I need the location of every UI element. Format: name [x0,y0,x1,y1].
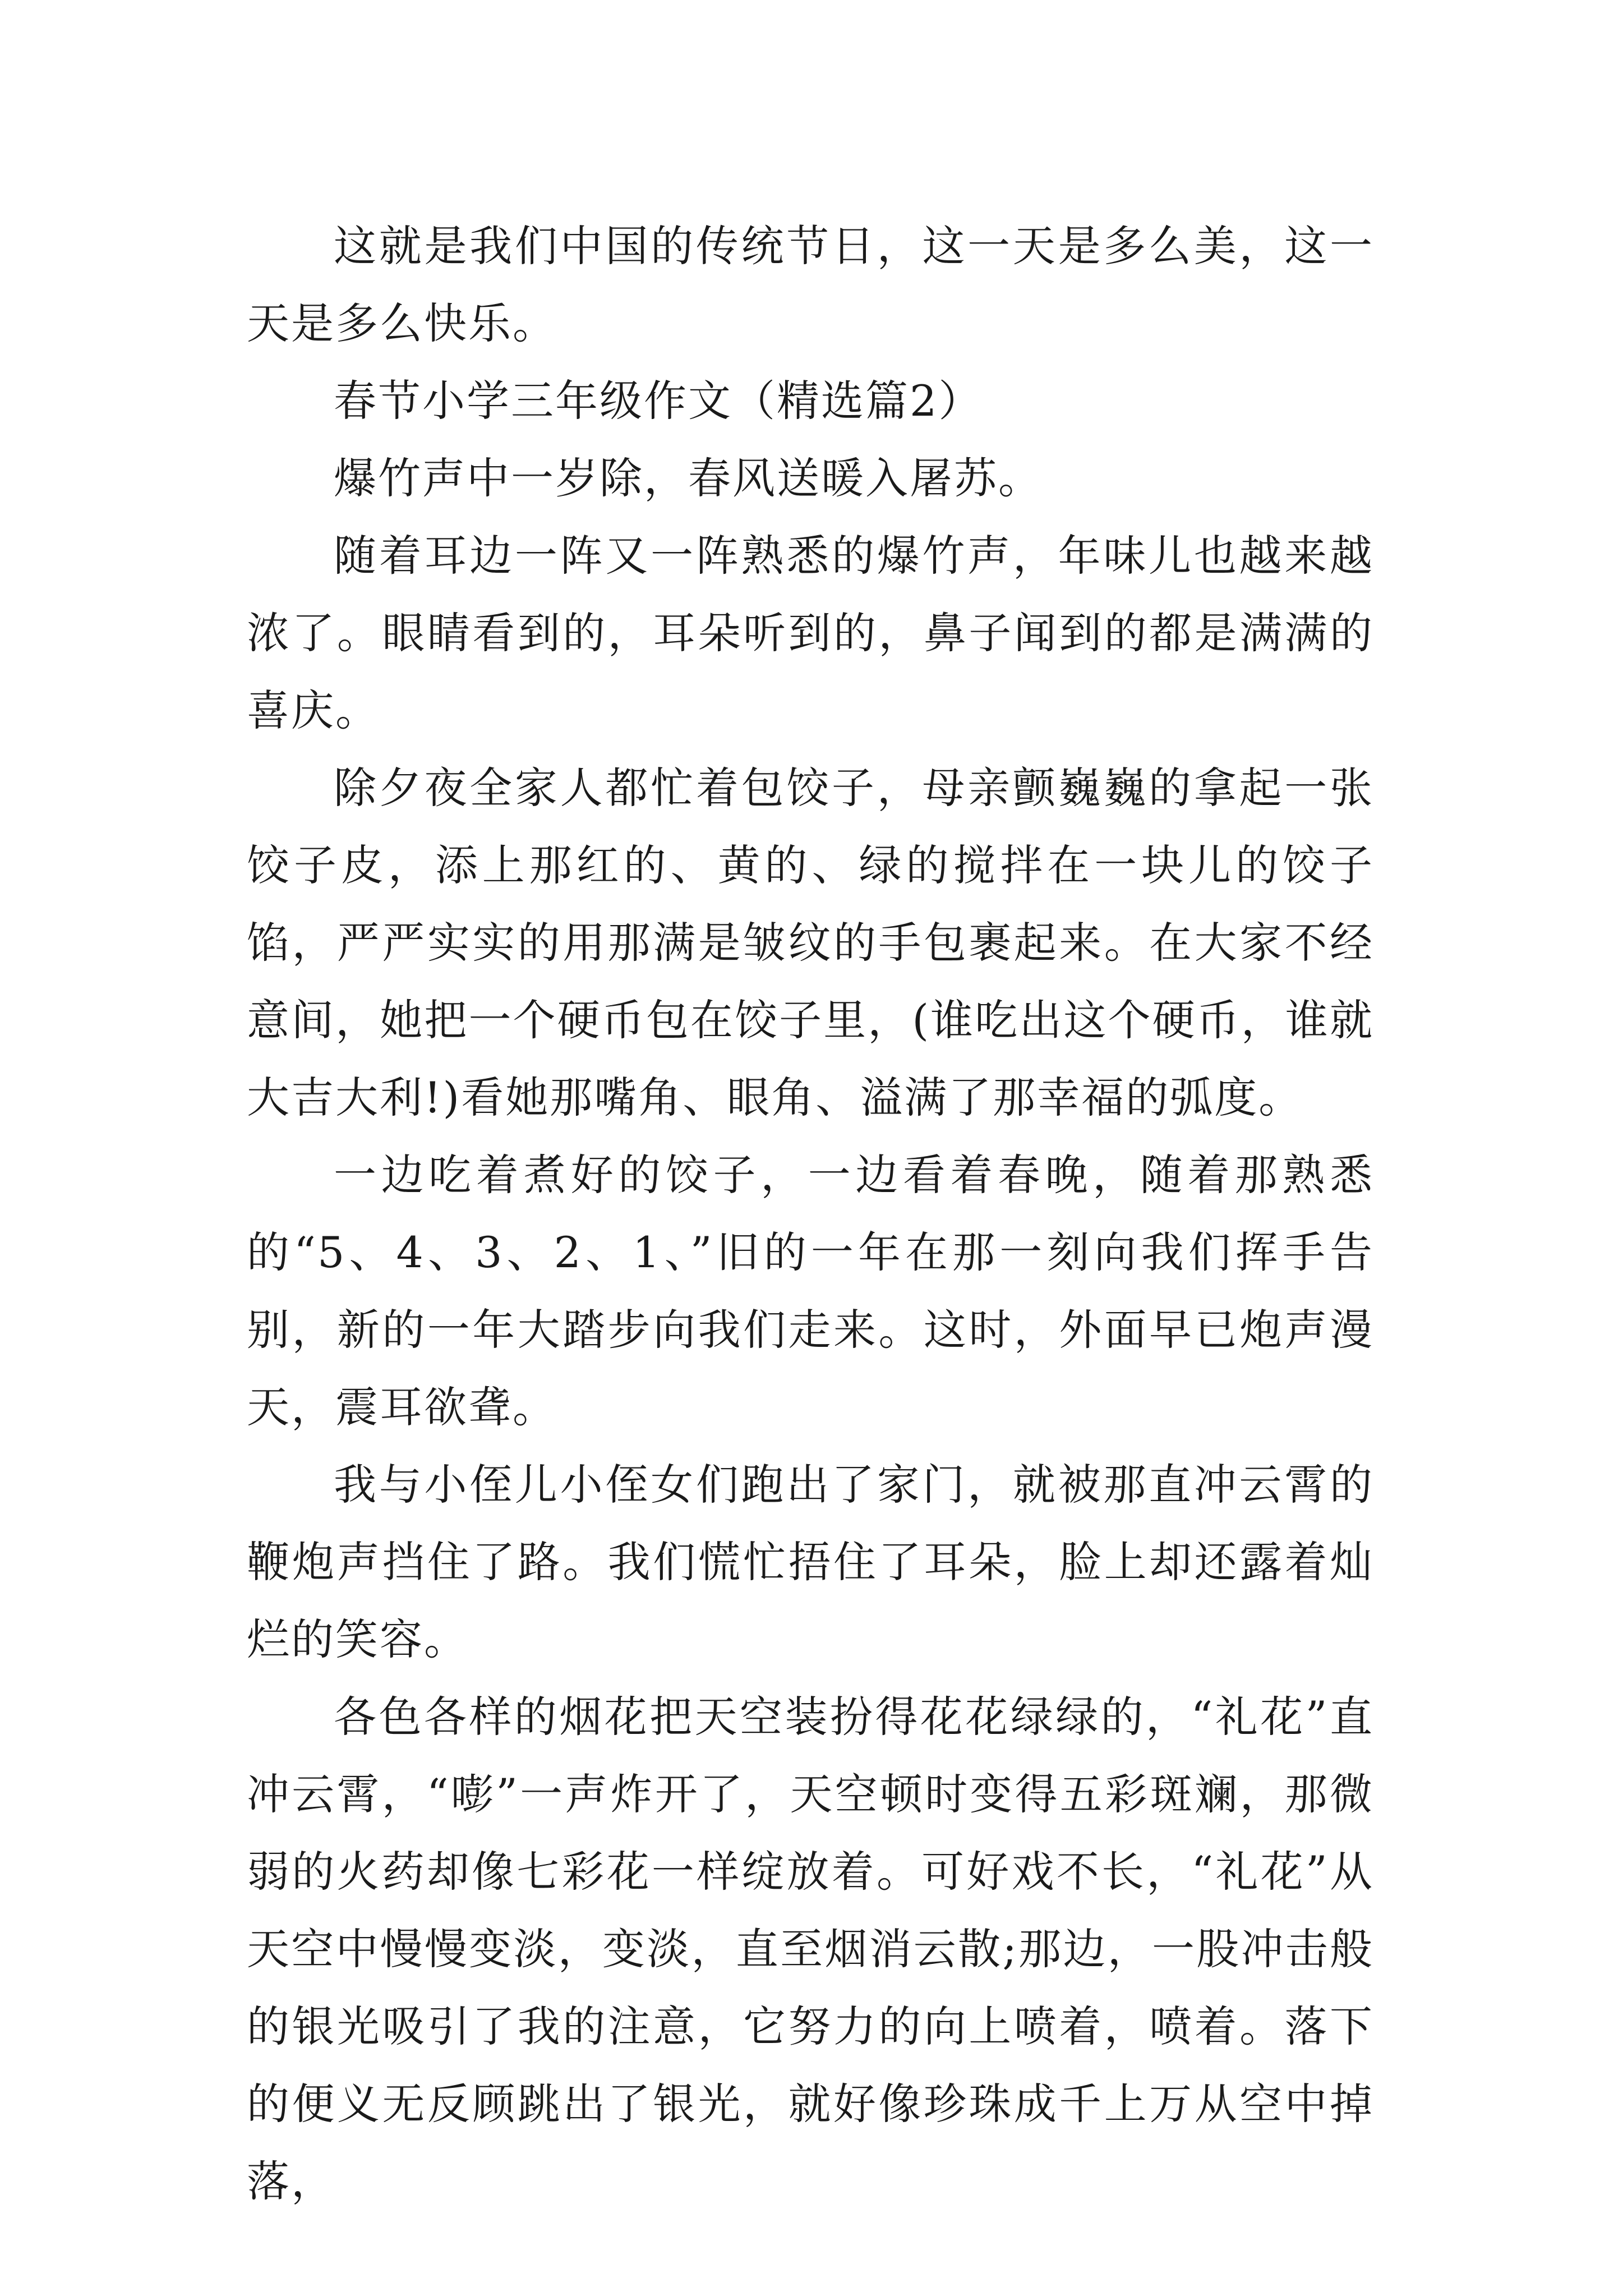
paragraph-fireworks: 各色各样的烟花把天空装扮得花花绿绿的，“礼花”直冲云霄，“嘭”一声炸开了，天空顿时变得五彩斑斓，那微弱的火药却像七彩花一样绽放着。可好戏不长，“礼花”从天空中慢慢变淡，变淡，直至烟消云散;那边，一股冲击般的银光吸引了我的注意，它努力的向上喷着，喷着。落下的便义无反顾跳出了银光，就好像珍珠成千上万从空中掉落， [247,1692,1374,2206]
paragraph-closing-line: 这就是我们中国的传统节日，这一天是多么美，这一天是多么快乐。 [247,221,1374,348]
paragraph-dumplings: 除夕夜全家人都忙着包饺子，母亲颤巍巍的拿起一张饺子皮，添上那红的、黄的、绿的搅拌在一块儿的饺子馅，严严实实的用那满是皱纹的手包裹起来。在大家不经意间，她把一个硬币包在饺子里，(谁吃出这个硬币，谁就大吉大利!)看她那嘴角、眼角、溢满了那幸福的弧度。 [247,763,1374,1122]
essay-body [247,208,1374,2220]
paragraph-going-out: 我与小侄儿小侄女们跑出了家门，就被那直冲云霄的鞭炮声挡住了路。我们慌忙捂住了耳朵，脸上却还露着灿烂的笑容。 [247,1460,1374,1664]
essay-title: 春节小学三年级作文（精选篇2） [334,376,983,426]
paragraph-firecrackers: 随着耳边一阵又一阵熟悉的爆竹声，年味儿也越来越浓了。眼睛看到的，耳朵听到的，鼻子闻到的都是满满的喜庆。 [247,531,1374,735]
paragraph-poem-line: 爆竹声中一岁除，春风送暖入屠苏。 [334,453,1043,503]
paragraph-countdown: 一边吃着煮好的饺子，一边看着春晚，随着那熟悉的“5、4、3、2、1、”旧的一年在那一刻向我们挥手告别，新的一年大踏步向我们走来。这时，外面早已炮声漫天，震耳欲聋。 [247,1150,1374,1432]
